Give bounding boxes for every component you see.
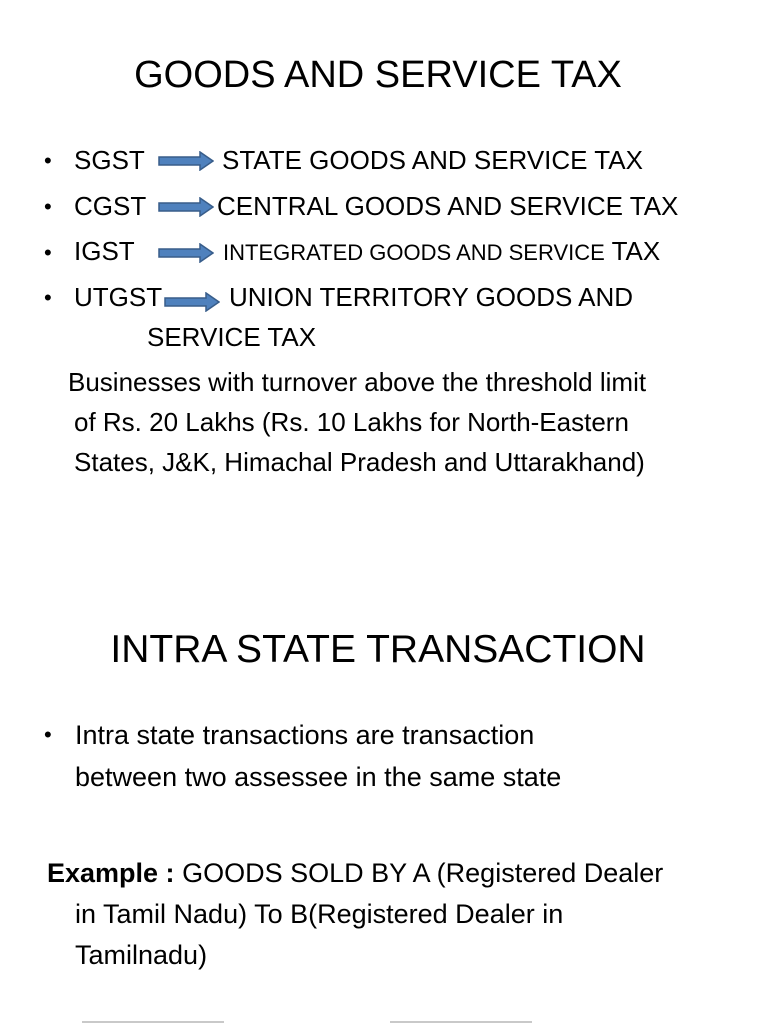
bullet-dot: • bbox=[44, 194, 52, 219]
gst-title: GOODS AND SERVICE TAX bbox=[134, 54, 622, 96]
sgst-abbr: SGST bbox=[74, 145, 145, 175]
example-line-1 bbox=[47, 858, 663, 888]
example-line-3: Tamilnadu) bbox=[75, 940, 208, 970]
threshold-line-3: States, J&K, Himachal Pradesh and Uttarakhand) bbox=[74, 447, 645, 477]
bullet-dot: • bbox=[44, 722, 52, 747]
igst-full: INTEGRATED GOODS AND SERVICE bbox=[223, 240, 605, 265]
bullet-dot: • bbox=[44, 148, 52, 173]
intra-bullet-line-1: Intra state transactions are transaction bbox=[75, 720, 535, 750]
arrow-right-icon bbox=[164, 292, 220, 312]
sgst-full: STATE GOODS AND SERVICE TAX bbox=[222, 145, 643, 175]
igst-full-tail: TAX bbox=[611, 236, 661, 266]
utgst-full-line2: SERVICE TAX bbox=[147, 322, 317, 352]
threshold-line-2: of Rs. 20 Lakhs (Rs. 10 Lakhs for North-Eastern bbox=[74, 407, 629, 437]
intra-bullet-line-2: between two assessee in the same state bbox=[75, 762, 562, 792]
igst-full-row bbox=[223, 236, 660, 268]
example-line-2: in Tamil Nadu) To B(Registered Dealer in bbox=[75, 899, 564, 929]
bullet-dot: • bbox=[44, 285, 52, 310]
example-label: Example : bbox=[47, 858, 175, 888]
utgst-abbr: UTGST bbox=[74, 282, 163, 312]
box-edge bbox=[390, 1021, 532, 1023]
cgst-full: CENTRAL GOODS AND SERVICE TAX bbox=[217, 191, 679, 221]
arrow-right-icon bbox=[158, 197, 214, 217]
intra-title: INTRA STATE TRANSACTION bbox=[110, 628, 646, 671]
box-edge bbox=[82, 1021, 224, 1023]
cgst-abbr: CGST bbox=[74, 191, 147, 221]
example-text-1: GOODS SOLD BY A (Registered Dealer bbox=[182, 858, 664, 888]
bullet-dot: • bbox=[44, 240, 52, 265]
igst-abbr: IGST bbox=[74, 236, 135, 266]
threshold-line-1: Businesses with turnover above the threshold limit bbox=[68, 367, 647, 397]
arrow-right-icon bbox=[158, 243, 214, 263]
arrow-right-icon bbox=[158, 151, 214, 171]
utgst-full: UNION TERRITORY GOODS AND bbox=[229, 282, 634, 312]
